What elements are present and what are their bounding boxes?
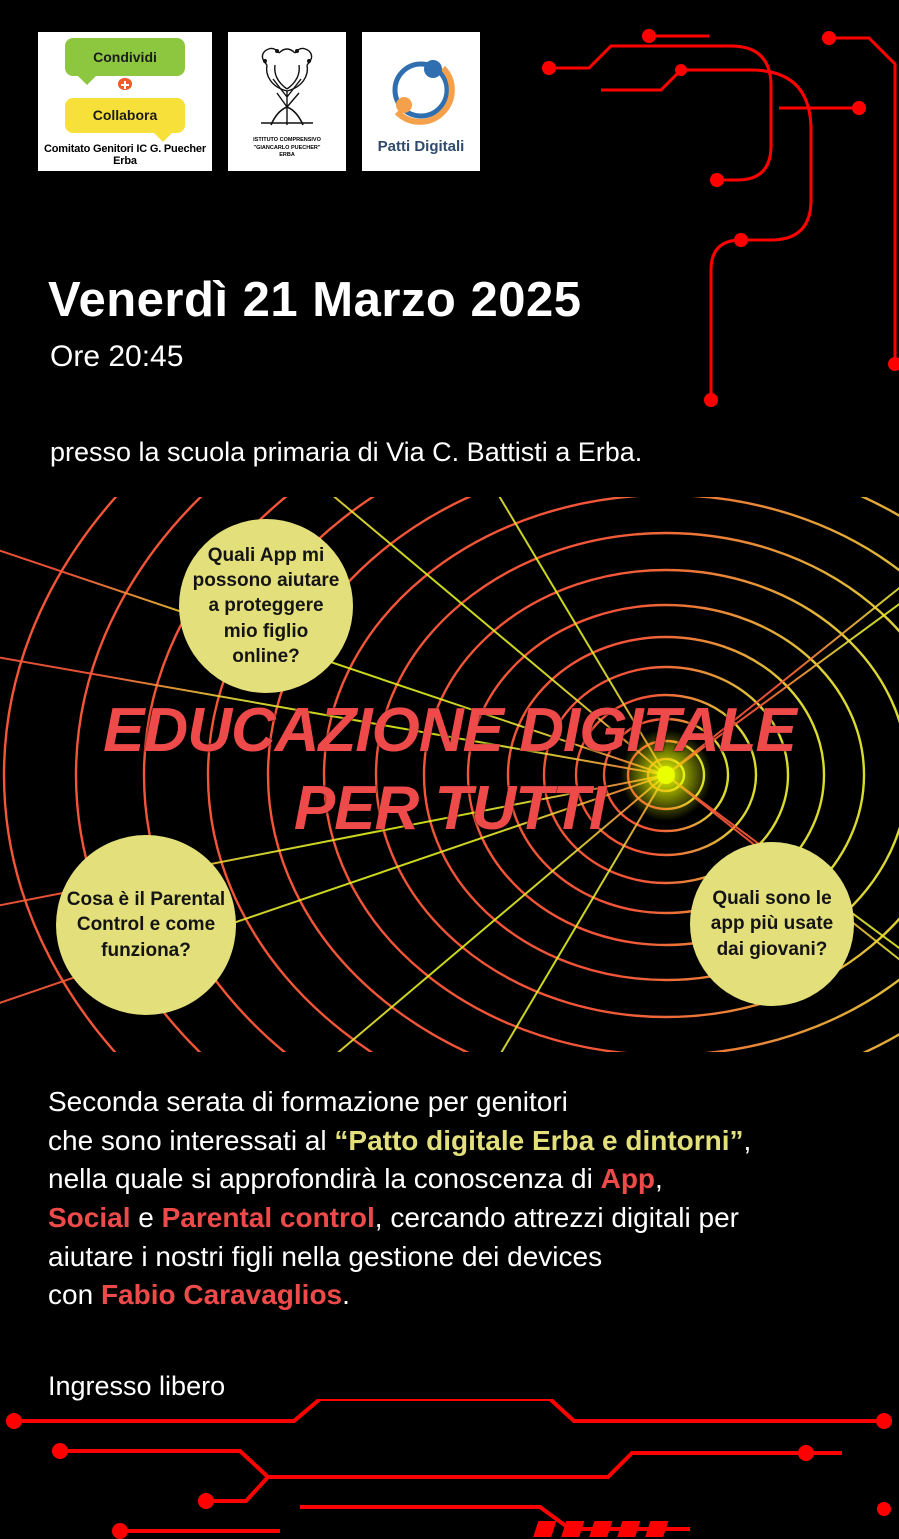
- collabora-label: Collabora: [92, 107, 158, 124]
- body-line-1: [48, 1083, 878, 1122]
- question-bubble-1-text: Quali App mi possono aiutare a proteggere mio figlio online?: [192, 545, 340, 667]
- question-bubble-2: [56, 835, 236, 1015]
- body-line-1-text: Seconda serata di formazione per genitori: [48, 1086, 568, 1117]
- tree-icon: [241, 45, 333, 133]
- question-bubble-1: [179, 519, 353, 693]
- circuit-decoration-bottom: [0, 1399, 899, 1539]
- body-line-2a: che sono interessati al: [48, 1124, 335, 1156]
- body-line-4b: e: [130, 1201, 162, 1233]
- istituto-caption-l3: ERBA: [279, 152, 295, 159]
- body-line-6a: con: [48, 1279, 101, 1311]
- speaker-name: Fabio Caravaglios: [100, 1279, 343, 1311]
- body-line-5-text: aiutare i nostri figli nella gestione dei devices: [48, 1240, 603, 1272]
- app-highlight: App: [600, 1163, 656, 1195]
- hero-title: [0, 692, 899, 847]
- logo-patti-digitali: [362, 32, 480, 171]
- circle-people-icon: [377, 50, 465, 132]
- body-line-6c: .: [342, 1279, 350, 1311]
- body-line-4d: , cercando attrezzi digitali per: [374, 1201, 739, 1233]
- patti-caption: Patti Digitali: [377, 138, 465, 155]
- body-line-3a: nella quale si approfondirà la conoscenza di: [48, 1163, 601, 1195]
- hero-title-line1: EDUCAZIONE DIGITALE: [103, 696, 796, 765]
- social-highlight: Social: [48, 1201, 131, 1233]
- hero-title-line2: PER TUTTI: [293, 773, 606, 843]
- free-entry-note: Ingresso libero: [48, 1371, 226, 1401]
- body-line-2: [48, 1122, 878, 1161]
- hero-band: [0, 497, 899, 1052]
- body-line-3c: ,: [655, 1163, 663, 1195]
- plus-icon: [118, 78, 132, 89]
- logo-istituto-comprensivo: [228, 32, 346, 171]
- event-date: Venerdì 21 Marzo 2025: [48, 273, 582, 327]
- body-line-3: [48, 1160, 878, 1199]
- patto-digitale-highlight: “Patto digitale Erba e dintorni”: [334, 1124, 744, 1156]
- logo-comitato-genitori: [38, 32, 212, 171]
- logo-row: [38, 32, 480, 171]
- comitato-caption: Comitato Genitori IC G. Puecher Erba: [44, 142, 206, 167]
- body-line-4: [48, 1199, 878, 1238]
- body-copy: [48, 1083, 878, 1315]
- event-place: presso la scuola primaria di Via C. Battisti a Erba.: [50, 437, 643, 467]
- parental-control-highlight: Parental control: [161, 1201, 375, 1233]
- question-bubble-3-text: Quali sono le app più usate dai giovani?: [710, 888, 834, 960]
- body-line-5: [48, 1238, 878, 1277]
- collabora-bubble: [65, 98, 185, 133]
- circuit-decoration-top: [539, 18, 899, 438]
- body-line-6: [48, 1276, 878, 1315]
- question-bubble-3: [690, 842, 854, 1006]
- body-line-2c: ,: [743, 1124, 752, 1156]
- condividi-bubble: [65, 38, 185, 76]
- istituto-caption-l2: "GIANCARLO PUECHER": [253, 144, 321, 151]
- event-time: Ore 20:45: [50, 340, 184, 373]
- question-bubble-2-text: Cosa è il Parental Control e come funziona?: [66, 889, 226, 961]
- condividi-label: Condividi: [93, 49, 157, 66]
- istituto-caption-l1: ISTITUTO COMPRENSIVO: [253, 137, 321, 144]
- istituto-caption: [253, 137, 321, 159]
